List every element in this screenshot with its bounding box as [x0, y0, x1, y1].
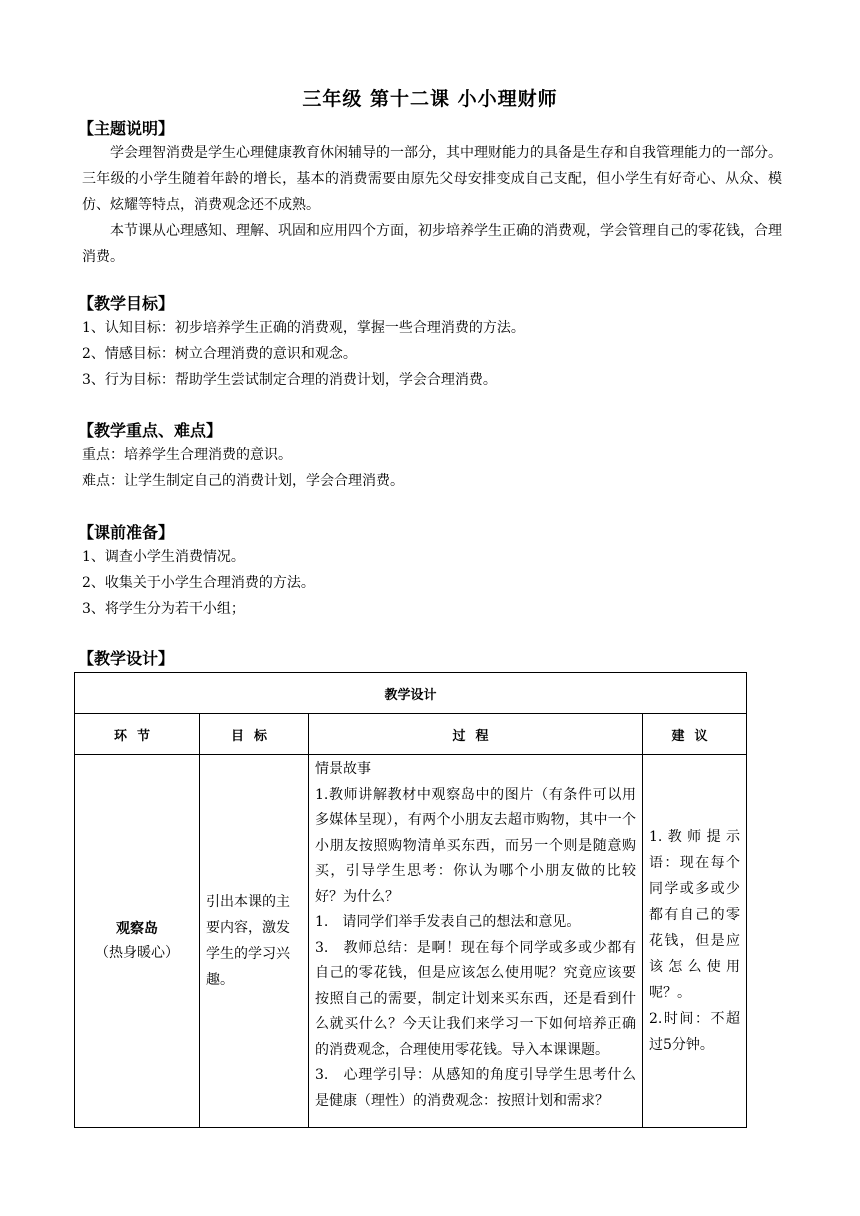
table-row	[75, 755, 747, 1128]
column-header-segment: 环节	[75, 714, 200, 755]
goal-cell: 引出本课的主要内容，激发学生的学习兴趣。	[200, 755, 309, 1128]
column-header-advice: 建议	[643, 714, 747, 755]
process-line: 3. 心理学引导：从感知的角度引导学生思考什么是健康（理性）的消费观念：按照计划和需求？	[315, 1067, 636, 1109]
prep-item: 1、调查小学生消费情况。	[82, 549, 245, 565]
process-cell	[309, 755, 643, 1128]
page-title: 三年级 第十二课 小小理财师	[302, 88, 558, 110]
keypoints-heading: 【教学重点、难点】	[78, 421, 223, 440]
goal-item: 3、行为目标：帮助学生尝试制定合理的消费计划，学会合理消费。	[82, 372, 497, 388]
prep-item: 2、收集关于小学生合理消费的方法。	[82, 575, 315, 591]
theme-heading: 【主题说明】	[78, 119, 175, 138]
theme-paragraph: 本节课从心理感知、理解、巩固和应用四个方面，初步培养学生正确的消费观，学会管理自己的零花钱，合理消费。	[82, 223, 782, 265]
process-line: 1.教师讲解教材中观察岛中的图片（有条件可以用多媒体呈现），有两个小朋友去超市购物，其中一个小朋友按照购物清单买东西，而另一个则是随意购买，引导学生思考：你认为哪个小朋友做的比较好？为什么？	[315, 786, 636, 905]
prep-heading: 【课前准备】	[78, 523, 175, 542]
advice-cell	[643, 755, 747, 1128]
advice-line: 1.教师提示语：现在每个同学或多或少都有自己的零花钱，但是应该怎么使用呢？。	[649, 829, 741, 1001]
table-caption: 教学设计	[75, 673, 747, 714]
process-line: 3. 教师总结：是啊！现在每个同学或多或少都有自己的零花钱，但是应该怎么使用呢？究竟应该要按照自己的需要，制定计划来买东西，还是看到什么就买什么？今天让我们来学习一下如何培养正确的消费观念，合理使用零花钱。导入本课课题。	[315, 939, 636, 1058]
process-line: 情景故事	[315, 761, 371, 777]
process-line: 1. 请同学们举手发表自己的想法和意见。	[315, 914, 581, 930]
keypoint-item: 重点：培养学生合理消费的意识。	[82, 447, 292, 463]
column-header-process: 过程	[309, 714, 643, 755]
goal-item: 2、情感目标：树立合理消费的意识和观念。	[82, 346, 357, 362]
design-table	[74, 672, 747, 1128]
segment-subtitle: （热身暖心）	[95, 945, 179, 961]
goals-heading: 【教学目标】	[78, 294, 175, 313]
design-heading: 【教学设计】	[78, 649, 175, 668]
prep-item: 3、将学生分为若干小组；	[82, 601, 245, 617]
segment-cell	[75, 755, 200, 1128]
column-header-goal: 目标	[200, 714, 309, 755]
theme-paragraph: 学会理智消费是学生心理健康教育休闲辅导的一部分，其中理财能力的具备是生存和自我管理能力的一部分。三年级的小学生随着年龄的增长，基本的消费需要由原先父母安排变成自己支配，但小学生有好奇心、从众、模仿、炫耀等特点，消费观念还不成熟。	[82, 145, 782, 213]
theme-body	[82, 140, 782, 270]
segment-name: 观察岛	[116, 921, 158, 937]
advice-line: 2.时间：不超过5分钟。	[649, 1011, 741, 1053]
goal-item: 1、认知目标：初步培养学生正确的消费观，掌握一些合理消费的方法。	[82, 320, 525, 336]
keypoint-item: 难点：让学生制定自己的消费计划，学会合理消费。	[82, 473, 404, 489]
